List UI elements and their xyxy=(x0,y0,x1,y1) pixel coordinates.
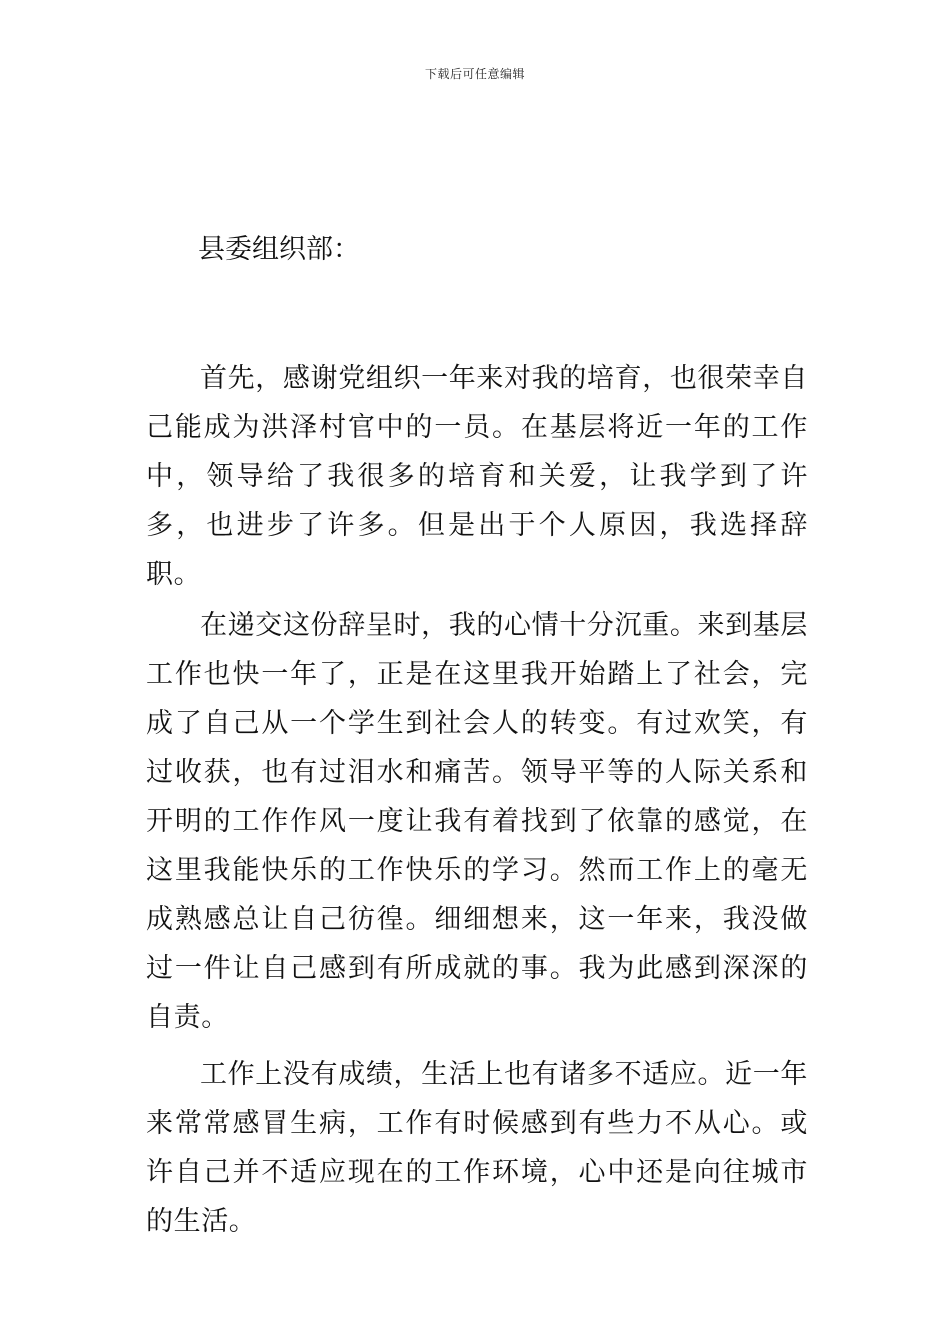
letter-paragraph-2: 在递交这份辞呈时，我的心情十分沉重。来到基层工作也快一年了，正是在这里我开始踏上了社会，完成了自己从一个学生到社会人的转变。有过欢笑，有过收获，也有过泪水和痛苦。领导平等的人际关系和开明的工作作风一度让我有着找到了依靠的感觉，在这里我能快乐的工作快乐的学习。然而工作上的毫无成熟感总让自己彷徨。细细想来，这一年来，我没做过一件让自己感到有所成就的事。我为此感到深深的自责。 xyxy=(146,610,808,1033)
page-header-note: 下载后可任意编辑 xyxy=(424,67,525,81)
letter-salutation: 县委组织部： xyxy=(198,234,360,265)
letter-paragraph-1: 首先，感谢党组织一年来对我的培育，也很荣幸自己能成为洪泽村官中的一员。在基层将近一年的工作中，领导给了我很多的培育和关爱，让我学到了许多，也进步了许多。但是出于个人原因，我选择辞职。 xyxy=(146,363,808,590)
letter-paragraph-3: 工作上没有成绩，生活上也有诸多不适应。近一年来常常感冒生病，工作有时候感到有些力不从心。或许自己并不适应现在的工作环境，心中还是向往城市的生活。 xyxy=(146,1059,808,1237)
